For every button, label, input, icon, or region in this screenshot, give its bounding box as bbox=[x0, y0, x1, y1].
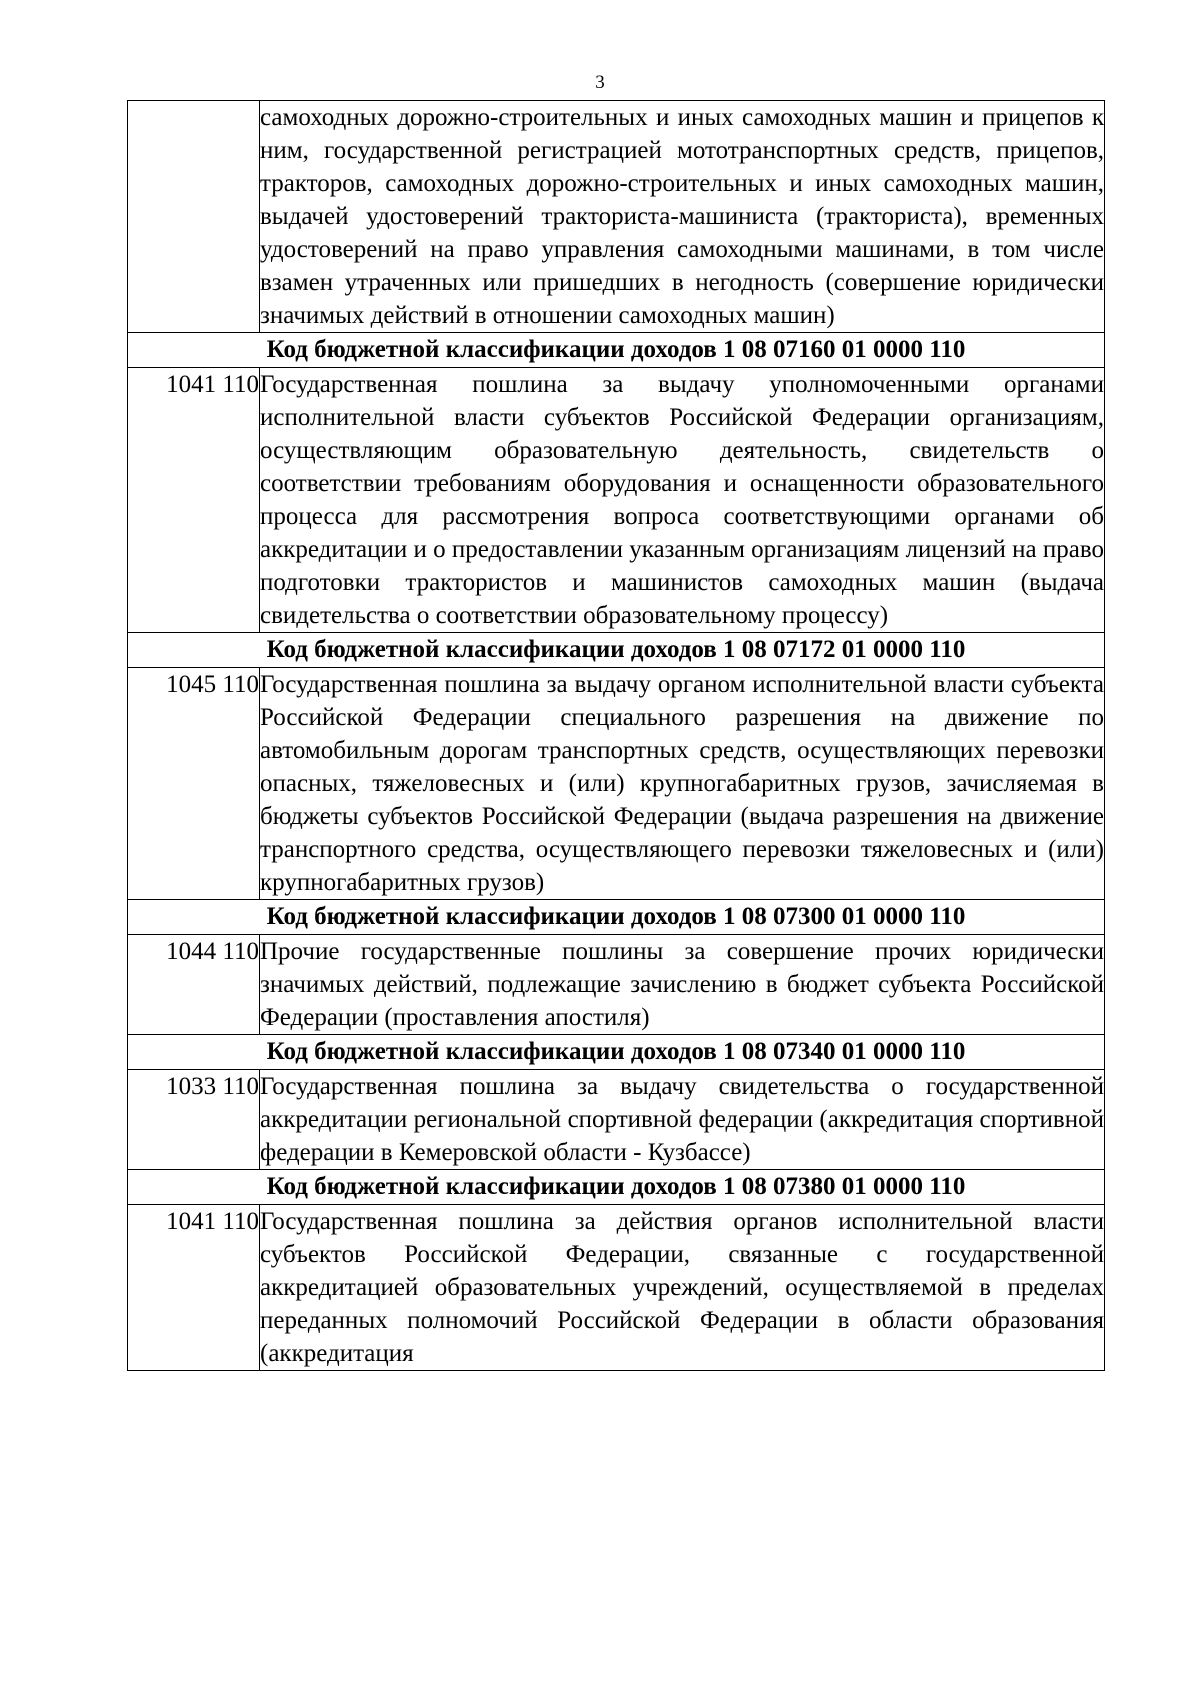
kbk-header: Код бюджетной классификации доходов 1 08 07172 01 0000 110 bbox=[128, 633, 1105, 668]
fee-description-cell: Государственная пошлина за выдачу свидетельства о государственной аккредитации региональной спортивной федерации (аккредитация спортивной федерации в Кемеровской области - Кузбассе) bbox=[260, 1070, 1105, 1170]
fee-code-cell: 1041 110 bbox=[128, 1205, 260, 1371]
table-row bbox=[128, 368, 1105, 633]
kbk-header-row bbox=[128, 633, 1105, 668]
fee-code-cell: 1045 110 bbox=[128, 668, 260, 900]
fee-description-cell: Государственная пошлина за выдачу уполномоченными органами исполнительной власти субъектов Российской Федерации организациям, осуществляющим образовательную деятельность, свидетельств о соответствии требованиям оборудования и оснащенности образовательного процесса для рассмотрения вопроса соответствующими органами об аккредитации и о предоставлении указанным организациям лицензий на право подготовки трактористов и машинистов самоходных машин (выдача свидетельства о соответствии образовательному процессу) bbox=[260, 368, 1105, 633]
table-row bbox=[128, 101, 1105, 333]
kbk-header-row bbox=[128, 1170, 1105, 1205]
fee-code-cell bbox=[128, 101, 260, 333]
table-row bbox=[128, 1205, 1105, 1371]
fee-description-cell: самоходных дорожно-строительных и иных самоходных машин и прицепов к ним, государственной регистрацией мототранспортных средств, прицепов, тракторов, самоходных дорожно-строительных и иных самоходных машин, выдачей удостоверений тракториста-машиниста (тракториста), временных удостоверений на право управления самоходными машинами, в том числе взамен утраченных или пришедших в негодность (совершение юридически значимых действий в отношении самоходных машин) bbox=[260, 101, 1105, 333]
fee-description-cell: Прочие государственные пошлины за совершение прочих юридически значимых действий, подлежащие зачислению в бюджет субъекта Российской Федерации (проставления апостиля) bbox=[260, 935, 1105, 1035]
budget-classification-table bbox=[127, 100, 1105, 1371]
table-row bbox=[128, 1070, 1105, 1170]
table-row bbox=[128, 935, 1105, 1035]
fee-code-cell: 1033 110 bbox=[128, 1070, 260, 1170]
fee-description-cell: Государственная пошлина за действия органов исполнительной власти субъектов Российской Федерации, связанные с государственной аккредитацией образовательных учреждений, осуществляемой в пределах переданных полномочий Российской Федерации в области образования (аккредитация bbox=[260, 1205, 1105, 1371]
fee-code-cell: 1041 110 bbox=[128, 368, 260, 633]
kbk-header: Код бюджетной классификации доходов 1 08 07160 01 0000 110 bbox=[128, 333, 1105, 368]
page-number: 3 bbox=[595, 72, 605, 93]
kbk-header: Код бюджетной классификации доходов 1 08 07340 01 0000 110 bbox=[128, 1035, 1105, 1070]
fee-code-cell: 1044 110 bbox=[128, 935, 260, 1035]
fee-description-cell: Государственная пошлина за выдачу органом исполнительной власти субъекта Российской Федерации специального разрешения на движение по автомобильным дорогам транспортных средств, осуществляющих перевозки опасных, тяжеловесных и (или) крупногабаритных грузов, зачисляемая в бюджеты субъектов Российской Федерации (выдача разрешения на движение транспортного средства, осуществляющего перевозки тяжеловесных и (или) крупногабаритных грузов) bbox=[260, 668, 1105, 900]
kbk-header-row bbox=[128, 900, 1105, 935]
kbk-header-row bbox=[128, 1035, 1105, 1070]
kbk-header: Код бюджетной классификации доходов 1 08 07380 01 0000 110 bbox=[128, 1170, 1105, 1205]
kbk-header: Код бюджетной классификации доходов 1 08 07300 01 0000 110 bbox=[128, 900, 1105, 935]
table-row bbox=[128, 668, 1105, 900]
kbk-header-row bbox=[128, 333, 1105, 368]
